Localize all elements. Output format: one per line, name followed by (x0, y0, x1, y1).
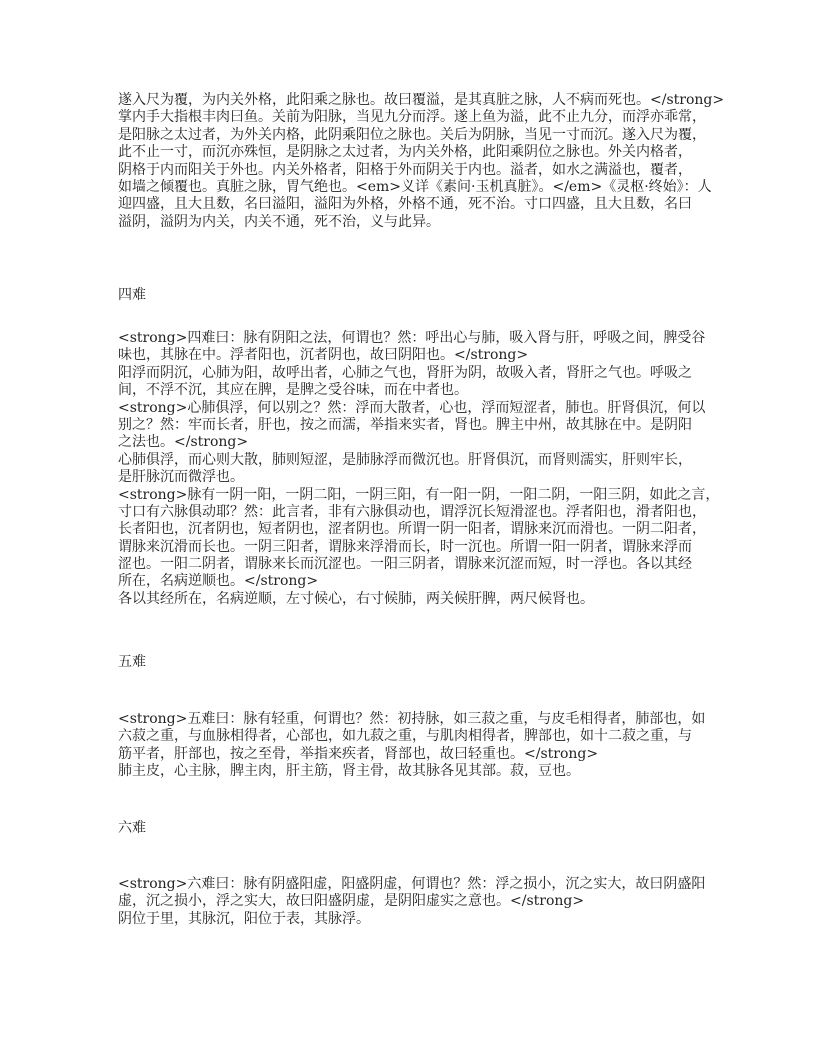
paragraph-block-6nan (118, 876, 718, 928)
text-line: <strong>四难曰：脉有阴阳之法，何谓也？然：呼出心与肺，吸入肾与肝，呼吸之间，脾受谷 (118, 330, 706, 346)
section-heading-4nan: 四难 (118, 287, 146, 303)
paragraph-block-4nan (118, 330, 718, 608)
text-line: 是肝脉沉而微浮也。 (118, 469, 244, 486)
text-line: 之法也。</strong> (118, 434, 249, 451)
text-line: 六菽之重，与血脉相得者，心部也，如九菽之重，与肌肉相得者，脾部也，如十二菽之重，与 (118, 728, 692, 745)
text-line: 如墙之倾覆也。真脏之脉，胃气绝也。<em>义详《素问·玉机真脏》。</em>《灵枢·终始》：人 (118, 178, 712, 195)
text-line: 谓脉来沉滑而长也。一阴三阳者，谓脉来浮滑而长，时一沉也。所谓一阳一阴者，谓脉来浮而 (118, 538, 692, 555)
text-line: 涩也。一阳二阴者，谓脉来长而沉涩也。一阳三阴者，谓脉来沉涩而短，时一浮也。各以其经 (118, 556, 692, 573)
text-line: 间，不浮不沉，其应在脾，是脾之受谷味，而在中者也。 (118, 382, 468, 399)
text-line: 阳浮而阴沉，心肺为阳，故呼出者，心肺之气也，肾肝为阴，故吸入者，肾肝之气也。呼吸之 (118, 364, 692, 381)
text-line: 掌内手大指根丰肉曰鱼。关前为阳脉，当见九分而浮。遂上鱼为溢，此不止九分，而浮亦乖常， (118, 109, 706, 126)
text-line: 寸口有六脉俱动耶？然：此言者，非有六脉俱动也，谓浮沉长短滑涩也。浮者阳也，滑者阳也， (118, 503, 706, 520)
text-line: 遂入尺为覆，为内关外格，此阳乘之脉也。故曰覆溢，是其真脏之脉，人不病而死也。</strong> (118, 92, 725, 108)
paragraph-block-5nan (118, 711, 718, 781)
text-line: 此不止一寸，而沉亦殊恒，是阴脉之太过者，为内关外格，此阳乘阴位之脉也。外关内格者， (118, 144, 692, 161)
text-line: 别之？然：牢而长者，肝也，按之而濡，举指来实者，肾也。脾主中州，故其脉在中。是阴阳 (118, 416, 692, 433)
text-line: <strong>脉有一阴一阳，一阴二阳，一阴三阳，有一阳一阴，一阳二阴，一阳三阴，如此之言， (118, 486, 720, 503)
text-line: 阴格于内而阳关于外也。内关外格者，阳格于外而阴关于内也。溢者，如水之满溢也，覆者， (118, 161, 692, 178)
section-heading-5nan: 五难 (118, 654, 146, 670)
text-line: 筋平者，肝部也，按之至骨，举指来疾者，肾部也，故曰轻重也。</strong> (118, 745, 599, 762)
text-line: 心肺俱浮，而心则大散，肺则短涩，是肺脉浮而微沉也。肝肾俱沉，而肾则濡实，肝则牢长， (118, 451, 692, 468)
text-line: 是阳脉之太过者，为外关内格，此阴乘阳位之脉也。关后为阴脉，当见一寸而沉。遂入尺为覆， (118, 126, 706, 143)
text-line: <strong>五难曰：脉有轻重，何谓也？然：初持脉，如三菽之重，与皮毛相得者，肺部也，如 (118, 711, 706, 727)
text-line: <strong>心肺俱浮，何以别之？然：浮而大散者，心也，浮而短涩者，肺也。肝肾俱沉，何以 (118, 399, 706, 416)
text-line: <strong>六难曰：脉有阴盛阳虚，阳盛阴虚，何谓也？然：浮之损小，沉之实大，故曰阴盛阳 (118, 876, 706, 892)
text-line: 溢阴，溢阴为内关，内关不通，死不治，义与此异。 (118, 213, 440, 230)
text-line: 迎四盛，且大且数，名曰溢阳，溢阳为外格，外格不通，死不治。寸口四盛，且大且数，名曰 (118, 196, 692, 213)
text-line: 虚，沉之损小，浮之实大，故曰阳盛阴虚，是阴阳虚实之意也。</strong> (118, 893, 585, 910)
text-line: 味也，其脉在中。浮者阳也，沉者阴也，故曰阴阳也。</strong> (118, 347, 529, 364)
text-line: 阴位于里，其脉沉，阳位于表，其脉浮。 (118, 910, 370, 927)
section-heading-6nan: 六难 (118, 820, 146, 836)
text-line: 各以其经所在，名病逆顺，左寸候心，右寸候肺，两关候肝脾，两尺候肾也。 (118, 590, 594, 607)
text-line: 所在，名病逆顺也。</strong> (118, 573, 319, 590)
text-line: 长者阳也，沉者阴也，短者阴也，涩者阴也。所谓一阴一阳者，谓脉来沉而滑也。一阴二阳者， (118, 521, 706, 538)
paragraph-block-3nan-end (118, 92, 725, 231)
text-line: 肺主皮，心主脉，脾主肉，肝主筋，肾主骨，故其脉各见其部。菽，豆也。 (118, 763, 580, 780)
